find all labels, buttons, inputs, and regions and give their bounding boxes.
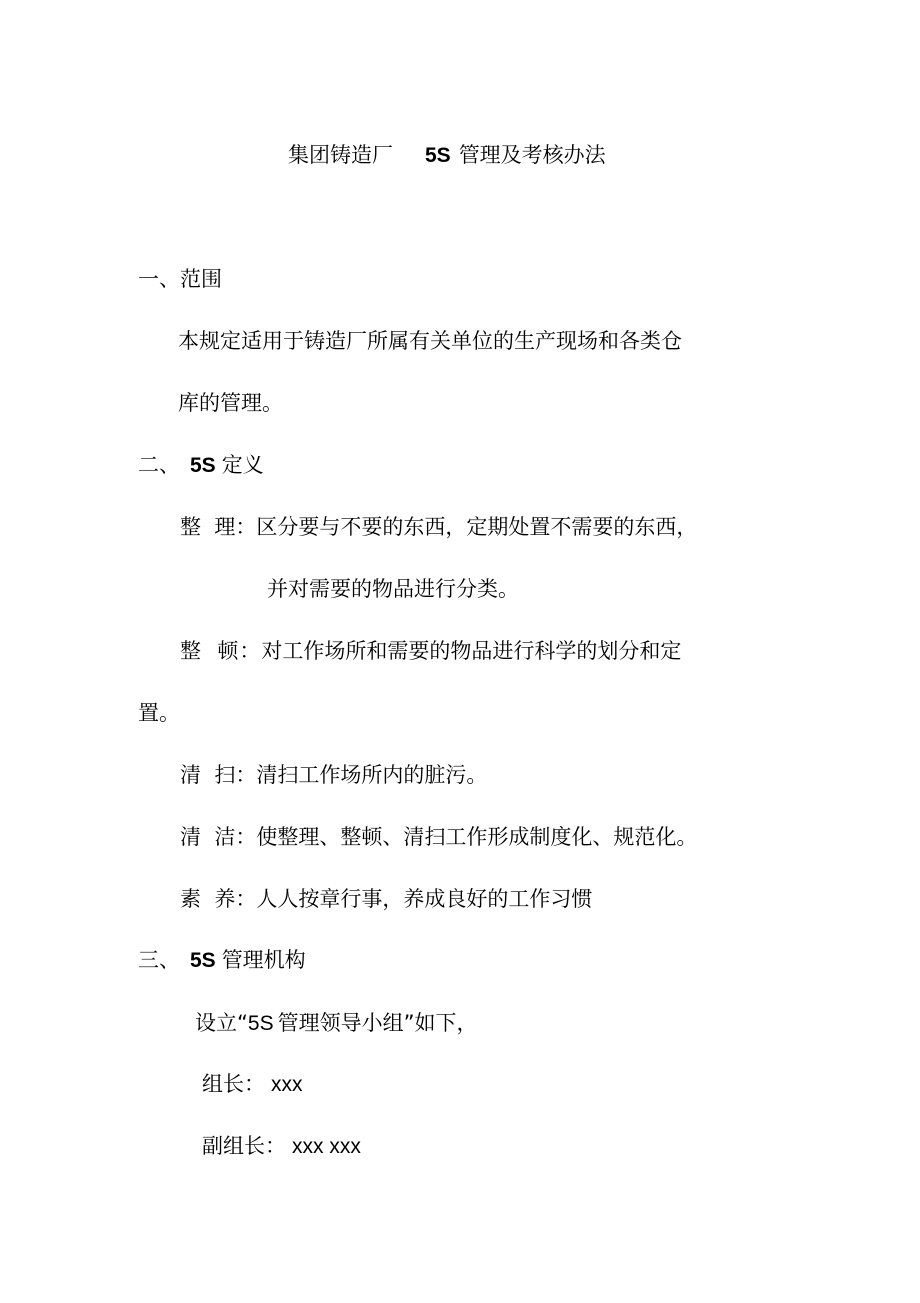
committee-leader — [202, 1071, 303, 1098]
definition-qingsao — [180, 762, 487, 788]
section-3-number: 三、 — [138, 948, 180, 972]
section-2-code: 5S — [190, 454, 216, 477]
committee-intro-code: 5S — [247, 1012, 274, 1035]
definition-suyang — [180, 886, 592, 912]
deputy-value: xxx xxx — [292, 1135, 361, 1158]
definition-zhengdun — [180, 638, 681, 664]
definition-zhengli — [180, 514, 697, 540]
section-2-title: 定义 — [221, 453, 264, 477]
committee-intro — [195, 1010, 477, 1037]
title-code: 5S — [425, 144, 451, 167]
definition-term: 清 扫： — [180, 763, 257, 787]
section-2-number: 二、 — [138, 453, 180, 477]
leader-value: xxx — [271, 1073, 303, 1096]
section-1-body-line-1: 本规定适用于铸造厂所属有关单位的生产现场和各类仓 — [178, 329, 682, 353]
definition-text: 对工作场所和需要的物品进行科学的划分和定 — [261, 639, 682, 663]
section-2-heading — [138, 452, 264, 479]
section-3-code: 5S — [190, 949, 216, 972]
definition-text: 使整理、整顿、清扫工作形成制度化、规范化。 — [256, 825, 698, 849]
deputy-label: 副组长： — [202, 1134, 286, 1158]
definition-term: 整 顿： — [180, 639, 262, 663]
committee-intro-post: 管理领导小组”如下， — [277, 1011, 478, 1035]
section-1-heading: 一、范围 — [138, 267, 222, 291]
title-suffix: 管理及考核办法 — [458, 143, 606, 167]
committee-intro-pre: 设立“ — [195, 1011, 248, 1035]
committee-deputy — [202, 1133, 361, 1160]
definition-term: 素 养： — [180, 887, 257, 911]
definition-text: 区分要与不要的东西，定期处置不需要的东西， — [256, 515, 698, 539]
section-3-title: 管理机构 — [221, 948, 306, 972]
definition-zhengli-continued: 并对需要的物品进行分类。 — [267, 577, 519, 601]
document-title — [288, 142, 606, 169]
definition-term: 整 理： — [180, 515, 257, 539]
section-1-body-line-2: 库的管理。 — [178, 391, 283, 415]
definition-term: 清 洁： — [180, 825, 257, 849]
leader-label: 组长： — [202, 1072, 265, 1096]
definition-text: 清扫工作场所内的脏污。 — [256, 763, 488, 787]
title-prefix: 集团铸造厂 — [288, 143, 393, 167]
definition-text: 人人按章行事，养成良好的工作习惯 — [256, 887, 593, 911]
section-3-heading — [138, 947, 306, 974]
definition-zhengdun-continued: 置。 — [138, 701, 180, 725]
definition-qingjie — [180, 824, 697, 850]
